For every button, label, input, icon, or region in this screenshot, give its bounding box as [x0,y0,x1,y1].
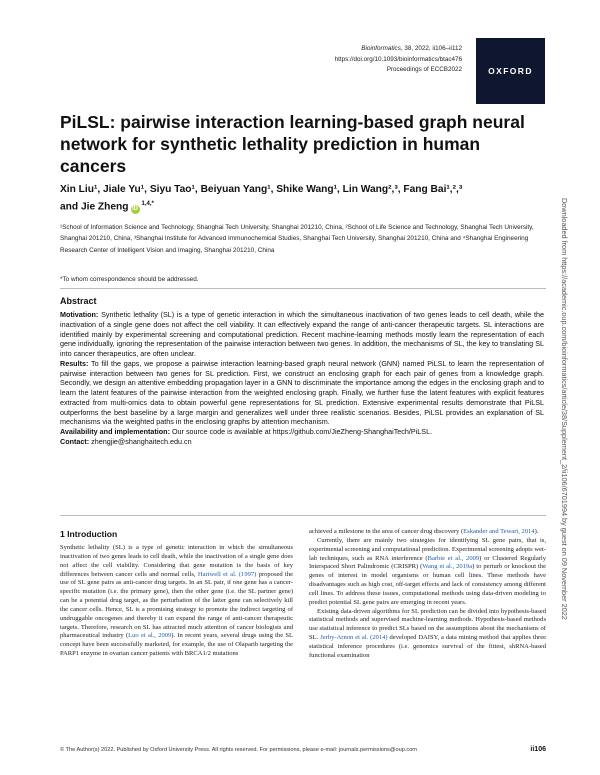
text-run: ) or Clustered Regularly Interspaced Short Palindromic (CRISPR) ( [309,554,546,571]
citation-link[interactable]: Wang et al., 2019a [422,563,473,571]
citation-link[interactable]: Eskander and Tewari, 2014 [463,528,535,535]
text-run: Synthetic lethality (SL) is a type of genetic interaction in which the simultaneous inactivation of two genes leads to cell death, while the inactivation of a single gene does not affect the cell viability. Considering that gene mutation is the basis of key differences between cancer cells and normal cells, [60,544,293,578]
page-number: ii106 [530,746,546,753]
abstract-motivation [60,310,544,359]
journal-name: Bioinformatics [361,45,401,52]
doi-link[interactable]: https://doi.org/10.1093/bioinformatics/btac476 [334,55,462,63]
contact-label: Contact: [60,436,90,446]
paragraph [309,528,546,537]
text-run: Existing data-driven algorithms for SL prediction can be divided into hypothesis-based statistical methods and supervised machine-learning methods. Hypothesis-based methods use statistical inference to predict SLs based on the assumptions about the mechanisms of SL. [309,607,546,642]
orcid-icon[interactable]: iD [132,206,138,213]
text-run: proposed the use of SL gene pairs as anti-cancer drug targets. In an SL pair, if one gene has a cancer-specific mutation (i.e. the primary gene), then the other gene (i.e. the SL partner gene) can be a potential drug target, as the perturbation of the latter gene can selectively kill the cancer cells. Hence, SL is a promising strategy to promote the indirect targeting of undruggable oncogenes and thereby it can expand the range of anti-cancer therapeutic targets. Therefore, research on SL has attracted much attention of cancer biologists and pharmaceutical industry ( [60,570,294,640]
abstract-body [60,310,544,447]
body-column-left [60,544,293,659]
journal-header [335,44,462,76]
journal-citation: , 38, 2022, ii106–ii112 [400,45,462,52]
text-run: ). [534,528,539,535]
paragraph [309,608,546,661]
text-run: achieved a milestone in the area of cancer drug discovery ( [309,528,464,535]
availability-label: Availability and implementation: [60,427,170,436]
abstract-contact [60,437,544,447]
results-label: Results: [60,358,89,368]
citation-link[interactable]: Hartwell et al. (1997) [197,570,257,578]
paragraph [60,544,293,659]
last-author-affiliation: 1,4,* [141,201,154,207]
results-text: To fill the gaps, we propose a pairwise interaction learning-based graph neural network (GNN) named PiLSL to learn the representation of pairwise interaction between two genes for SL prediction. First, we construct an enclosing graph for each pair of genes from a knowledge graph. Secondly, we design an attentive embedding propagation layer in a GNN to discriminate the importance among the edges in the enclosing graph and to learn the latent features of the pairwise interaction from the weighted enclosing graph. Finally, we further fuse the latent features with explicit features extracted from multi-omics data to obtain powerful gene representations for SL prediction. Extensive experimental results demonstrate that PiLSL outperforms the best baseline by a large margin and generalizes well under three realistic scenarios. Besides, PiLSL provides an explanation of SL mechanisms via the weighted paths in the enclosing graphs by attention mechanism. [60,358,544,427]
citation-link[interactable]: Luo et al., 2009 [128,632,172,640]
abstract-rule-bottom [60,515,546,516]
text-run: ). In recent years, several drugs using the SL concept have been successfully marketed, for example, the use of Olaparib targeting the PARP1 enzyme in ovarian cancer patients with BRCA1/2 mutations [60,632,293,658]
download-watermark: Downloaded from https://academic.oup.com/bioinformatics/article/38/Supplement_2/ii106/6701994 by guest on 09 November 2022 [560,198,569,620]
citation-link[interactable]: Jerby-Arnon et al. (2014) [320,634,388,642]
abstract-heading: Abstract [60,296,97,306]
text-run: developed DAISY, a data mining method that applies three statistical inference procedures (i.e. genomics survival of the fittest, shRNA-based functional examination [309,634,546,659]
contact-email[interactable]: zhengjie@shanghaitech.edu.cn [89,436,192,446]
proceedings-label: Proceedings of ECCB2022 [386,66,462,73]
logo-text: OXFORD [488,66,533,76]
body-column-right [309,528,546,661]
paragraph [309,537,546,608]
author-line: Xin Liu¹, Jiale Yu¹, Siyu Tao¹, Beiyuan Yang¹, Shike Wang¹, Lin Wang²,³, Fang Bai¹,²,³ [60,184,463,195]
affiliations: ¹School of Information Science and Technology, Shanghai Tech University, Shanghai 201210, China, ²School of Life Science and Technology, Shanghai Tech University, Shanghai 201210, China, ³Shanghai Institute for Advanced Immunochemical Studies, Shanghai Tech University, Shanghai 201210, China and ⁴Shanghai Engineering Research Center of Intelligent Vision and Imaging, Shanghai 201210, China [60,224,534,254]
motivation-label: Motivation: [60,310,99,319]
abstract-results [60,359,544,427]
text-run: ) to perturb or knockout the genes of interest in model organisms or human cell lines. These methods have disadvantages such as high cost, off-target effects and lack of consistency among different cell lines. To address these issues, computational methods using data-driven modeling to predict potential SL gene pairs are emerging in recent years. [309,563,546,606]
abstract-availability [60,427,544,437]
author-list [60,182,540,214]
paper-title: PiLSL: pairwise interaction learning-based graph neural network for synthetic lethality prediction in human cancers [60,112,525,176]
copyright-footer: © The Author(s) 2022. Published by Oxford University Press. All rights reserved. For permissions, please e-mail: journals.permissions@oup.com [60,747,417,753]
correspondence-note: *To whom correspondence should be addressed. [60,276,199,283]
text-run: Currently, there are mainly two strategies for identifying SL gene pairs, that is, experimental screening and computational prediction. Experimental screening adopts wet-lab techniques, such as RNA interference ( [309,536,546,562]
availability-text: Our source code is available at https://github.com/JieZheng-ShanghaiTech/PiLSL. [169,427,433,436]
motivation-text: Synthetic lethality (SL) is a type of genetic interaction in which the simultaneous inactivation of two genes leads to cell death, while the inactivation of a single gene does not affect the cell viability. It can effectively expand the range of anti-cancer therapeutic targets. SL interactions are identified mainly by experimental screening and computational prediction. Recent machine-learning methods mostly learn the representation of each gene individually, ignoring the representation of the pairwise interaction between two genes. In addition, the mechanisms of SL, the key to translating SL into cancer therapeutics, are often unclear. [60,310,544,358]
citation-link[interactable]: Barbie et al., 2009 [427,554,480,562]
oxford-logo [476,38,545,104]
section-heading-introduction: 1 Introduction [60,529,118,539]
last-author: and Jie Zheng [60,201,129,213]
